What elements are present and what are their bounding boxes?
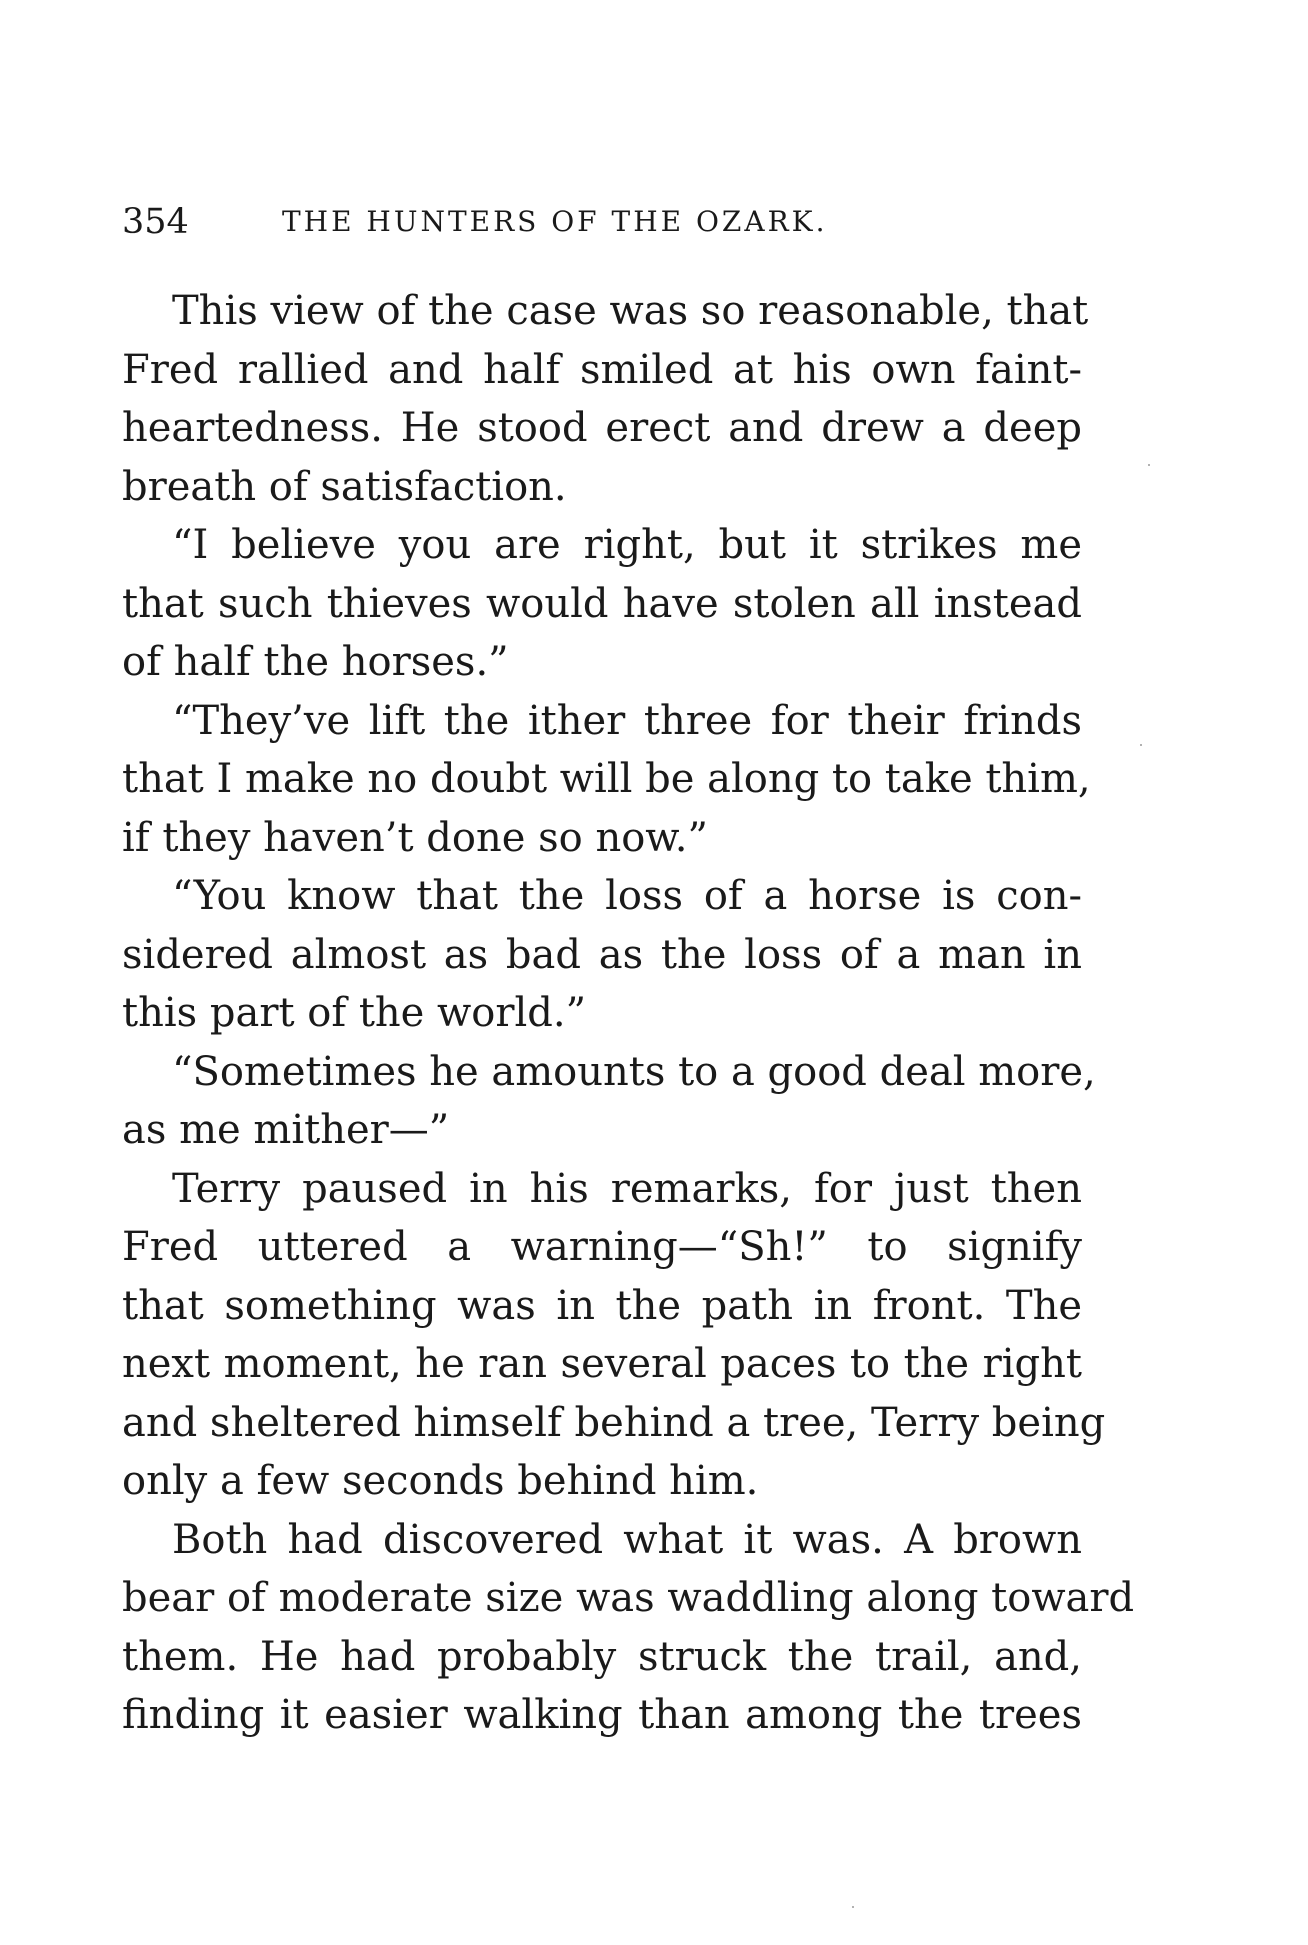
text-line: them. He had probably struck the trail, and, bbox=[122, 1633, 1082, 1680]
text-line: This view of the case was so reasonable, that bbox=[172, 288, 1089, 334]
text-line: Fred rallied and half smiled at his own faint- bbox=[122, 346, 1082, 393]
text-line: Terry paused in his remarks, for just then bbox=[172, 1165, 1082, 1212]
page-number: 354 bbox=[122, 202, 189, 242]
text-line: heartedness. He stood erect and drew a deep bbox=[122, 405, 1082, 451]
text-line: that something was in the path in front. The bbox=[122, 1282, 1082, 1329]
text-line: finding it easier walking than among the trees bbox=[122, 1692, 1082, 1738]
text-line: this part of the world.” bbox=[122, 990, 587, 1036]
paragraph bbox=[122, 867, 1082, 1043]
text-line: next moment, he ran several paces to the right bbox=[122, 1341, 1082, 1387]
text-line: breath of satisfaction. bbox=[122, 463, 567, 510]
page-header bbox=[122, 198, 1072, 246]
paragraph bbox=[122, 692, 1091, 868]
text-line: of half the horses.” bbox=[122, 639, 509, 685]
text-line: “They’ve lift the ither three for their frinds bbox=[172, 697, 1082, 744]
text-line: “I believe you are right, but it strikes me bbox=[172, 522, 1082, 568]
paper-speck bbox=[1148, 464, 1150, 466]
text-line: if they haven’t done so now.” bbox=[122, 814, 708, 861]
paragraph bbox=[122, 1043, 1096, 1160]
text-line: bear of moderate size was waddling along toward bbox=[122, 1575, 1135, 1621]
text-line: sidered almost as bad as the loss of a man in bbox=[122, 931, 1082, 978]
paper-speck bbox=[1140, 744, 1142, 746]
text-line: only a few seconds behind him. bbox=[122, 1458, 759, 1504]
text-line: that such thieves would have stolen all instead bbox=[122, 580, 1082, 627]
text-line: Fred uttered a warning—“Sh!” to signify bbox=[122, 1224, 1082, 1270]
body-text bbox=[122, 282, 1135, 1745]
text-line: as me mither—” bbox=[122, 1107, 450, 1153]
text-line: and sheltered himself behind a tree, Terry being bbox=[122, 1399, 1106, 1446]
paragraph bbox=[122, 1160, 1106, 1511]
text-line: “You know that the loss of a horse is con- bbox=[172, 873, 1082, 919]
paper-speck bbox=[852, 1906, 854, 1908]
text-line: that I make no doubt will be along to take thim, bbox=[122, 756, 1091, 802]
text-line: Both had discovered what it was. A brown bbox=[172, 1516, 1082, 1563]
paragraph bbox=[122, 282, 1089, 516]
paragraph bbox=[122, 516, 1082, 692]
paragraph bbox=[122, 1511, 1135, 1745]
text-line: “Sometimes he amounts to a good deal more, bbox=[172, 1048, 1096, 1095]
running-title: THE HUNTERS OF THE OZARK. bbox=[282, 205, 828, 238]
